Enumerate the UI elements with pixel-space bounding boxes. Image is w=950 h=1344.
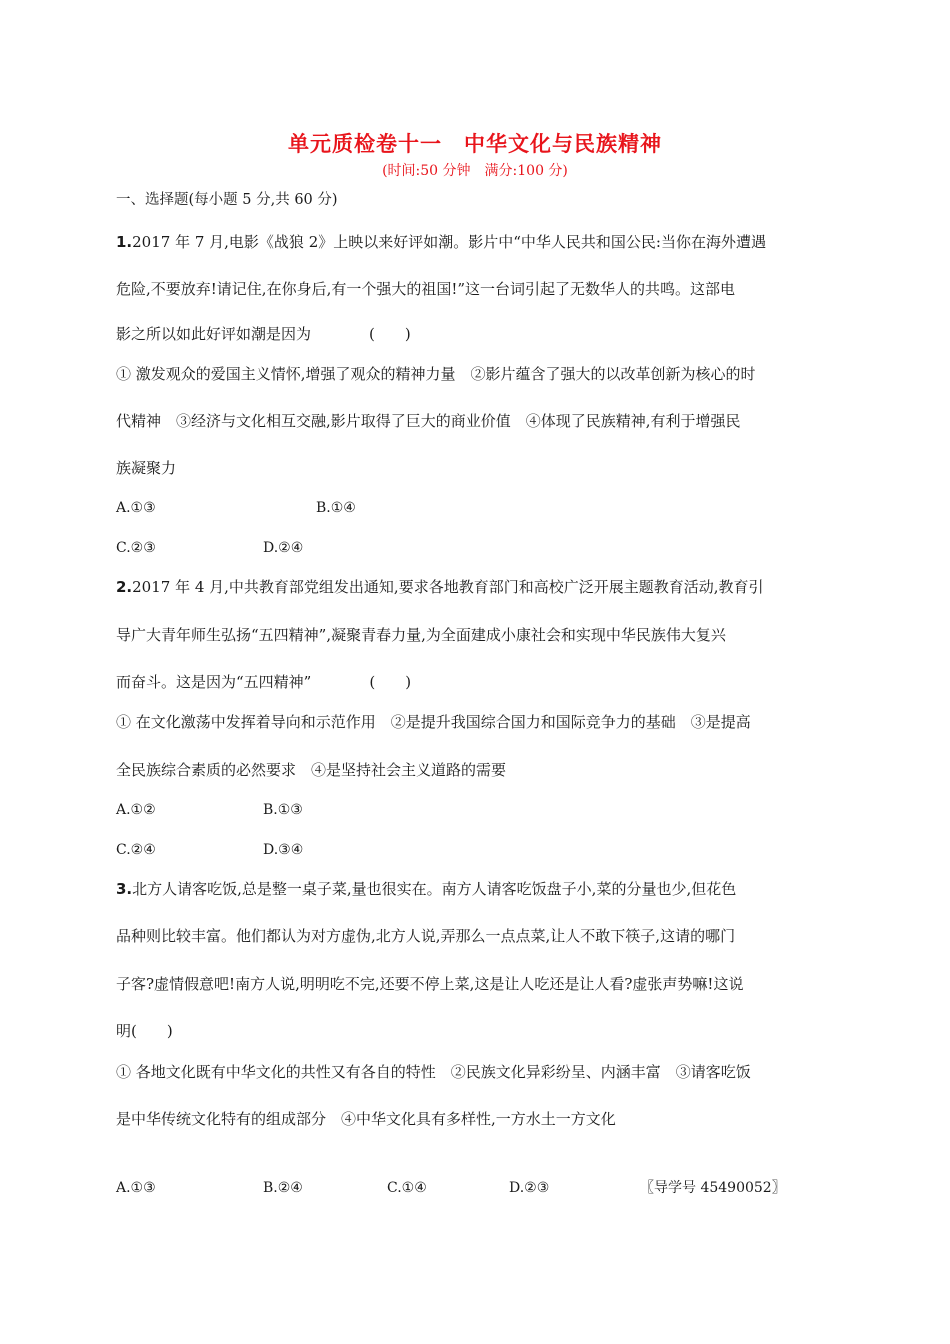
question-1-option-c: C.②③ [116,540,156,556]
question-2-number: 2. [116,578,133,596]
page-title: 单元质检卷十一 中华文化与民族精神 [288,132,662,156]
question-2-item-2: 全民族综合素质的必然要求 ④是坚持社会主义道路的需要 [116,761,507,779]
answer-paren: ( ) [369,673,412,691]
question-3-option-b: B.②④ [263,1180,303,1196]
question-3-option-d: D.②③ [509,1180,550,1196]
answer-paren: ( ) [369,325,411,343]
question-2-line-1: 2.2017 年 4 月,中共教育部党组发出通知,要求各地教育部门和高校广泛开展主题教育活动,教育引 [116,578,764,596]
question-3-option-c: C.①④ [387,1180,427,1196]
question-3-line-1: 3.北方人请客吃饭,总是整一桌子菜,量也很实在。南方人请客吃饭盘子小,菜的分量也少,但花色 [116,880,737,898]
question-2-line-2: 导广大青年师生弘扬“五四精神”,凝聚青春力量,为全面建成小康社会和实现中华民族伟大复兴 [116,626,726,644]
question-3-line-2: 品种则比较丰富。他们都认为对方虚伪,北方人说,弄那么一点点菜,让人不敢下筷子,这请的哪门 [116,927,736,945]
section-heading: 一、选择题(每小题 5 分,共 60 分) [116,192,338,208]
question-3-item-1: ① 各地文化既有中华文化的共性又有各自的特性 ②民族文化异彩纷呈、内涵丰富 ③请客吃饭 [116,1063,751,1081]
question-1-item-2: 代精神 ③经济与文化相互交融,影片取得了巨大的商业价值 ④体现了民族精神,有利于增强民 [116,412,741,430]
question-2-option-c: C.②④ [116,842,156,858]
question-1-line-1: 1.2017 年 7 月,电影《战狼 2》上映以来好评如潮。影片中“中华人民共和国公民:当你在海外遭遇 [116,233,766,251]
question-1-item-3: 族凝聚力 [116,459,177,477]
question-2-option-a: A.①② [116,802,156,818]
question-1-number: 1. [116,233,133,251]
question-2-item-1: ① 在文化激荡中发挥着导向和示范作用 ②是提升我国综合国力和国际竞争力的基础 ③是提高 [116,713,751,731]
guide-number: 〖导学号 45490052〗 [640,1180,786,1196]
question-1-item-1: ① 激发观众的爱国主义情怀,增强了观众的精神力量 ②影片蕴含了强大的以改革创新为核心的时 [116,365,756,383]
question-1-line-2: 危险,不要放弃!请记住,在你身后,有一个强大的祖国!”这一台词引起了无数华人的共鸣。这部电 [116,280,736,298]
question-2-option-b: B.①③ [263,802,303,818]
question-1-line-3: 影之所以如此好评如潮是因为 ( ) [116,325,411,343]
question-2-line-3: 而奋斗。这是因为“五四精神” ( ) [116,673,412,691]
question-3-line-4: 明( ) [116,1022,173,1040]
question-3-number: 3. [116,880,133,898]
question-3-item-2: 是中华传统文化特有的组成部分 ④中华文化具有多样性,一方水土一方文化 [116,1110,616,1128]
question-1-option-b: B.①④ [316,500,356,516]
question-3-option-a: A.①③ [116,1180,156,1196]
question-2-option-d: D.③④ [263,842,304,858]
question-3-line-3: 子客?虚情假意吧!南方人说,明明吃不完,还要不停上菜,这是让人吃还是让人看?虚张声势嘛!这说 [116,975,744,993]
question-1-option-a: A.①③ [116,500,156,516]
question-1-option-d: D.②④ [263,540,304,556]
page-subtitle: (时间:50 分钟 满分:100 分) [382,163,568,179]
